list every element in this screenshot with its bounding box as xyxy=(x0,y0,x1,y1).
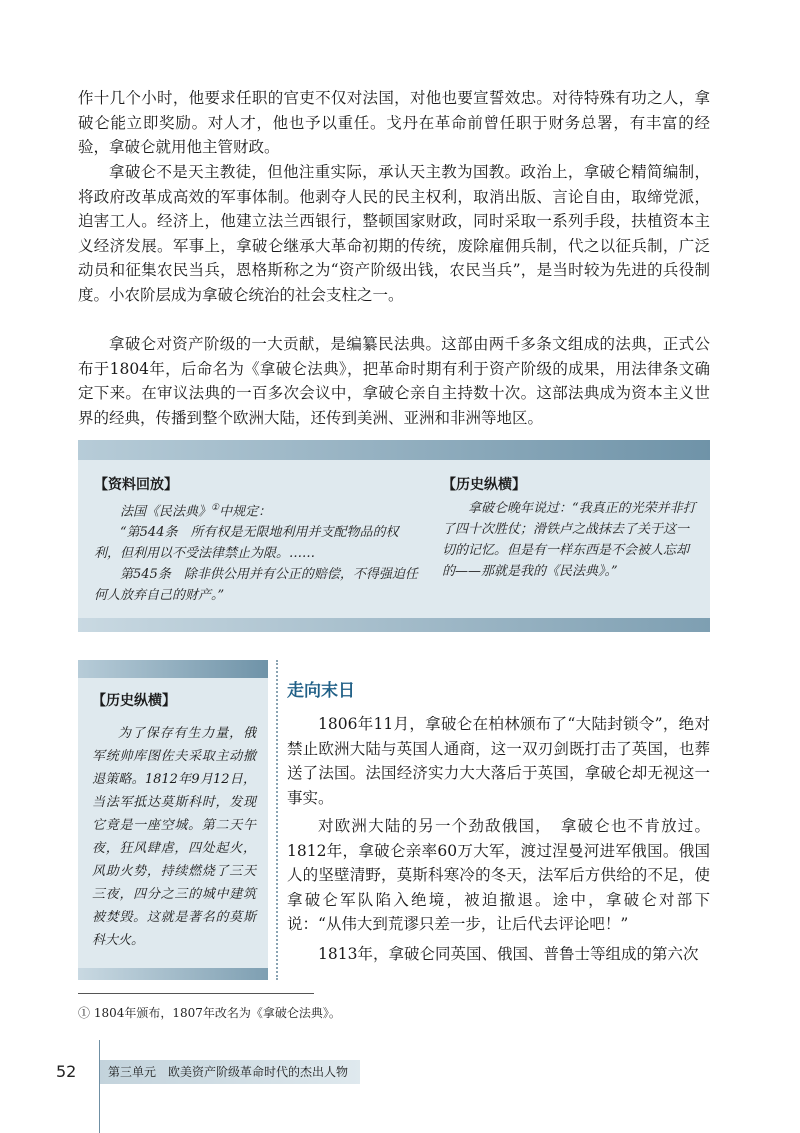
sidebar-box xyxy=(78,660,268,980)
paragraph-civil-code: 拿破仑对资产阶级的一大贡献，是编纂民法典。这部由两千多条文组成的法典，正式公布于1804年，后命名为《拿破仑法典》，把革命时期有利于资产阶级的成果，用法律条文确定下来。在审议法典的一百多次会议中，拿破仑亲自主持数十次。这部法典成为资本主义世界的经典，传播到整个欧洲大陆，还传到美洲、亚洲和非洲等地区。 xyxy=(78,335,710,427)
footnote-rule xyxy=(78,993,314,994)
section-title: 走向末日 xyxy=(287,681,355,701)
resource-review-title: 【资料回放】 xyxy=(94,477,178,493)
paragraph-reforms: 拿破仑不是天主教徒，但他注重实际，承认天主教为国教。政治上，拿破仑精简编制，将政府改革成高效的军事体制。他剥夺人民的民主权利，取消出版、言论自由，取缔党派，迫害工人。经济上，他建立法兰西银行，整顿国家财政，同时采取一系列手段，扶植资本主义经济发展。军事上，拿破仑继承大革命初期的传统，废除雇佣兵制，代之以征兵制，广泛动员和征集农民当兵，恩格斯称之为“资产阶级出钱，农民当兵”，是当时较为先进的兵役制度。小农阶层成为拿破仑统治的社会支柱之一。 xyxy=(78,163,710,304)
sidebar-title: 【历史纵横】 xyxy=(92,693,176,709)
footnote-marker[interactable]: ① xyxy=(211,503,220,513)
resource-review-text xyxy=(94,498,424,606)
resource-box xyxy=(78,440,710,632)
paragraph-sixth-coalition: 1813年，拿破仑同英国、俄国、普鲁士等组成的第六次 xyxy=(318,945,699,963)
page-number: 52 xyxy=(56,1062,77,1081)
paragraph-russia: 对欧洲大陆的另一个劲敌俄国， 拿破仑也不肯放过。1812年，拿破仑亲率60万大军，渡过涅曼河进军俄国。俄国人的坚壁清野，莫斯科寒冷的冬天，法军后方供给的不足，使拿破仑军队陷入绝境，被迫撤退。途中，拿破仑对部下说：“从伟大到荒谬只差一步，让后代去评论吧！” xyxy=(287,817,710,933)
footer-divider xyxy=(99,1040,100,1133)
history-title-box: 【历史纵横】 xyxy=(442,477,526,493)
unit-title: 第三单元 欧美资产阶级革命时代的杰出人物 xyxy=(100,1060,360,1084)
box-bottom-band xyxy=(78,618,710,632)
footnote: ① 1804年颁布，1807年改名为《拿破仑法典》。 xyxy=(78,1006,341,1020)
code-intro: 法国《民法典》 xyxy=(120,504,212,520)
box-top-band xyxy=(78,440,710,460)
column-divider xyxy=(276,660,278,980)
article-545: 第545条 除非供公用并有公正的赔偿，不得强迫任何人放弃自己的财产。” xyxy=(94,567,418,604)
paragraph-blockade: 1806年11月，拿破仑在柏林颁布了“大陆封锁令”，绝对禁止欧洲大陆与英国人通商，这一双刃剑既打击了英国，也葬送了法国。法国经济实力大大落后于英国，拿破仑却无视这一事实。 xyxy=(287,715,710,807)
article-544: “第544条 所有权是无限地利用并支配物品的权利，但利用以不受法律禁止为限。…… xyxy=(94,525,399,562)
napoleon-quote: 拿破仑晚年说过：“我真正的光荣并非打了四十次胜仗；滑铁卢之战抹去了关于这一切的记忆。但是有一样东西是不会被人忘却的——那就是我的《民法典》。” xyxy=(442,501,696,579)
moscow-fire-text: 为了保存有生力量，俄军统帅库图佐夫采取主动撤退策略。1812年9月12日，当法军抵达莫斯科时，发现它竟是一座空城。第二天午夜，狂风肆虐，四处起火，风助火势，持续燃烧了三天三夜，四分之三的城中建筑被焚毁。这就是著名的莫斯科大火。 xyxy=(92,726,256,948)
sidebar-bottom-band xyxy=(78,968,268,980)
code-intro-tail: 中规定： xyxy=(219,504,272,520)
sidebar-top-band xyxy=(78,660,268,678)
paragraph-officials: 作十几个小时，他要求任职的官吏不仅对法国，对他也要宣誓效忠。对待特殊有功之人，拿破仑能立即奖励。对人才，他也予以重任。戈丹在革命前曾任职于财务总署，有丰富的经验，拿破仑就用他主管财政。 xyxy=(78,89,710,156)
